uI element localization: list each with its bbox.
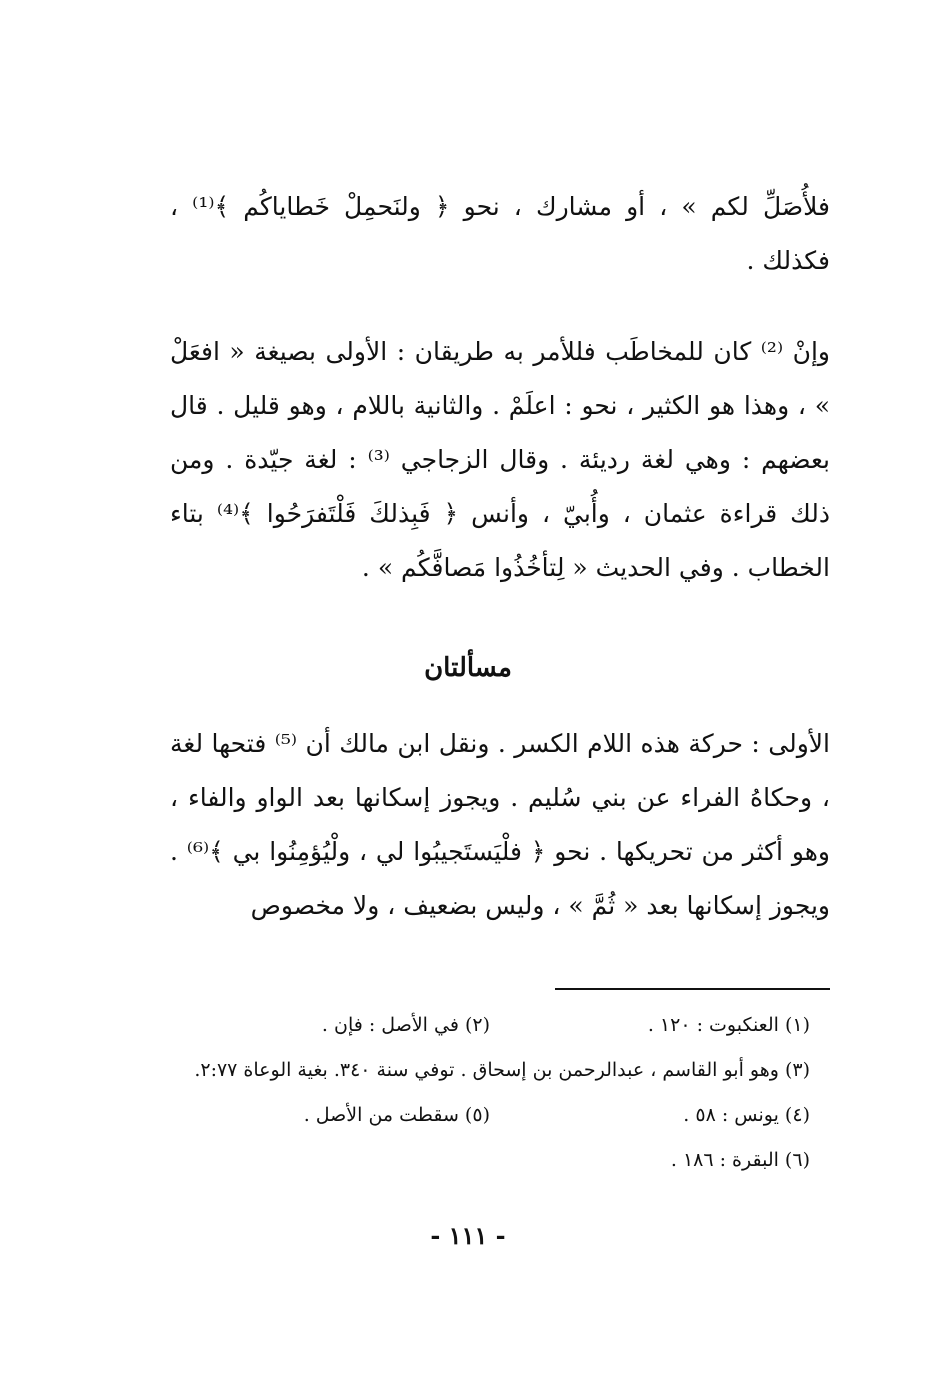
footnotes	[170, 1003, 810, 1183]
footnote-5: (٥) سقطت من الأصل .	[303, 1104, 490, 1126]
page-number: - ١١١ -	[430, 1221, 506, 1250]
body-paragraph	[170, 325, 830, 595]
body-paragraph	[170, 180, 830, 288]
footnote-4: (٤) يونس : ٥٨ .	[683, 1104, 810, 1126]
section-heading: مسألتان	[424, 653, 512, 683]
footnote-3: (٣) وهو أبو القاسم ، عبدالرحمن بن إسحاق . توفي سنة ٣٤٠. بغية الوعاة ٢:٧٧.	[194, 1059, 810, 1081]
paragraph-text: فلأُصَلِّ لكم » ، أو مشارك ، نحو ﴿ ولنَحمِلْ خَطاياكُم ﴾⁽¹⁾ ، فكذلك .	[170, 192, 830, 275]
body-paragraph	[170, 717, 830, 933]
footnote-row	[170, 1093, 810, 1138]
footnote-2: (٢) في الأصل : فإن .	[321, 1014, 490, 1036]
footnote-1: (١) العنكبوت : ١٢٠ .	[647, 1014, 810, 1036]
paragraph-text: وإنْ ⁽²⁾ كان للمخاطَب فللأمر به طريقان : الأولى بصيغة « افعَلْ » ، وهذا هو الكثير ، نحو : اعلَمْ . والثانية باللام ، وهو قليل . قال بعضهم : وهي لغة رديئة . وقال الزجاجي ⁽³⁾ : لغة جيّدة . ومن ذلك قراءة عثمان ، وأُبيّ ، وأنس ﴿ فَبِذلكَ فَلْتَفرَحُوا ﴾⁽⁴⁾ بتاء الخطاب . وفي الحديث « لِتأخُذُوا مَصافَّكُم » .	[170, 337, 830, 582]
paragraph-text: الأولى : حركة هذه اللام الكسر . ونقل ابن مالك أن ⁽⁵⁾ فتحها لغة ، وحكاهُ الفراء عن بني سُليم . ويجوز إسكانها بعد الواو والفاء ، وهو أكثر من تحريكها . نحو ﴿ فلْيَستَجيبُوا لي ، ولْيُؤمِنُوا بي ﴾⁽⁶⁾ . ويجوز إسكانها بعد « ثُمَّ » ، وليس بضعيف ، ولا مخصوص	[170, 729, 830, 920]
footnote-6: (٦) البقرة : ١٨٦ .	[670, 1149, 810, 1171]
footnote-divider	[555, 988, 830, 990]
footnote-row	[170, 1003, 810, 1048]
